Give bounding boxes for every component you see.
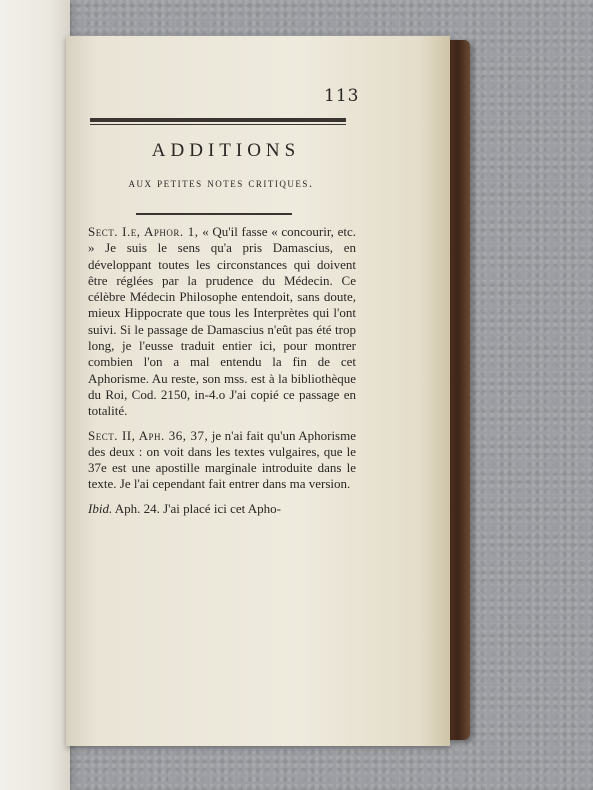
paragraph-text: je n'ai fait qu'un Aphorisme des deux : on voit dans les textes vulgaires, que le 37e est une apostille marginale introduite dans le texte. Je l'ai cependant fait entrer dans ma version. bbox=[88, 427, 356, 492]
paragraph-lead: Sect. I.e, Aphor. 1, bbox=[88, 224, 199, 239]
paragraph bbox=[88, 224, 356, 420]
section-rule bbox=[136, 213, 292, 215]
page-subtitle: aux petites notes critiques. bbox=[128, 176, 314, 190]
paragraph-lead: Sect. II, Aph. 36, 37, bbox=[88, 427, 209, 443]
paragraph-text: « Qu'il fasse « concourir, etc. » Je suis le sens qu'a pris Damascius, en développant toutes les circonstances qui doivent être réglées par la prudence du Médecin. Ce célèbre Médecin Philosophe entendoit, sans doute, mieux Hippocrate que tous les Interprètes qui l'ont suivi. Si le passage de Damascius n'eût pas été trop long, je l'eusse traduit entier ici, pour montrer combien l'on a mal entendu la fin de cet Aphorisme. Au reste, son mss. est à la bibliothèque du Roi, Cod. 2150, in-4.o J'ai copié ce passage en totalité. bbox=[88, 224, 356, 419]
paragraph-text: Aph. 24. J'ai placé ici cet Apho- bbox=[112, 500, 281, 516]
paragraph bbox=[88, 501, 356, 517]
page-number: 113 bbox=[324, 86, 360, 106]
page-title: ADDITIONS bbox=[151, 140, 301, 161]
facing-page bbox=[0, 0, 70, 790]
paragraph bbox=[88, 428, 356, 493]
paragraph-lead: Ibid. bbox=[88, 500, 113, 516]
body-text bbox=[88, 224, 356, 525]
top-rule bbox=[90, 118, 346, 122]
book-page bbox=[66, 36, 450, 746]
